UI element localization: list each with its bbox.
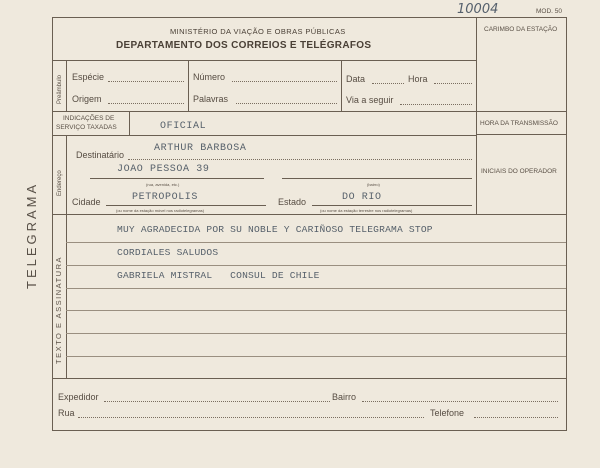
telefone-field[interactable] xyxy=(474,417,558,418)
frame-left xyxy=(52,17,53,431)
text-side xyxy=(66,214,67,379)
destinatario-value: ARTHUR BARBOSA xyxy=(154,143,247,154)
service-value: OFICIAL xyxy=(160,121,207,132)
frame-right xyxy=(566,17,567,431)
texto-label: TEXTO E ASSINATURA xyxy=(54,256,63,364)
destinatario-label: Destinatário xyxy=(76,150,125,160)
handwritten-number: 10004 xyxy=(457,2,499,17)
stamp-divider xyxy=(476,17,477,214)
preamble-top xyxy=(52,60,476,61)
rua-field[interactable] xyxy=(78,417,424,418)
model-number: MOD. 50 xyxy=(536,8,563,15)
text-rule-6 xyxy=(66,356,566,357)
service-bottom xyxy=(52,135,476,136)
via-field[interactable] xyxy=(400,104,472,105)
numero-field[interactable] xyxy=(232,81,337,82)
text-bottom xyxy=(52,378,566,379)
data-label: Data xyxy=(346,74,366,84)
numero-label: Número xyxy=(193,72,226,82)
preambulo-label: Preâmbulo xyxy=(57,74,63,104)
hora-label: Hora xyxy=(408,74,428,84)
text-rule-4 xyxy=(66,310,566,311)
bairro-label: Bairro xyxy=(332,392,357,402)
cidade-note: (ou nome da estação móvel nos radiotelegramas) xyxy=(116,208,205,213)
street-note: (rua, avenida, etc.) xyxy=(146,182,180,187)
destinatario-line xyxy=(128,159,472,160)
palavras-field[interactable] xyxy=(236,103,337,104)
ministry-title: MINISTÉRIO DA VIAÇÃO E OBRAS PÚBLICAS xyxy=(170,27,346,36)
via-label: Via a seguir xyxy=(346,95,394,105)
palavras-label: Palavras xyxy=(193,94,229,104)
frame-bottom xyxy=(52,430,566,431)
street-value: JOAO PESSOA 39 xyxy=(117,164,210,175)
preamble-side xyxy=(66,60,67,111)
iniciais-operador-label: INICIAIS DO OPERADOR xyxy=(481,168,557,175)
address-bottom xyxy=(52,214,566,215)
especie-label: Espécie xyxy=(72,72,105,82)
address-side xyxy=(66,135,67,216)
expedidor-label: Expedidor xyxy=(58,392,99,402)
text-rule-1 xyxy=(66,242,566,243)
text-rule-2 xyxy=(66,265,566,266)
hora-field[interactable] xyxy=(434,83,472,84)
hora-transmissao-label: HORA DA TRANSMISSÃO xyxy=(480,120,558,127)
text-rule-3 xyxy=(66,288,566,289)
preamble-col2 xyxy=(341,60,342,111)
cidade-value: PETROPOLIS xyxy=(132,192,199,203)
cidade-line xyxy=(106,205,266,206)
message-line-2: CORDIALES SALUDOS xyxy=(117,247,219,258)
bairro-field[interactable] xyxy=(362,401,558,402)
service-label-2: SERVIÇO TAXADAS xyxy=(56,124,117,131)
street-line xyxy=(90,178,264,179)
message-line-3: GABRIELA MISTRAL CONSUL DE CHILE xyxy=(117,270,320,281)
text-rule-5 xyxy=(66,333,566,334)
origem-label: Origem xyxy=(72,94,102,104)
bairro-note: (bairro) xyxy=(367,182,380,187)
estado-note: (ou nome da estação terrestre nos radiotelegramas) xyxy=(320,208,413,213)
estado-label: Estado xyxy=(278,197,307,207)
data-field[interactable] xyxy=(372,83,404,84)
estado-value: DO RIO xyxy=(342,192,382,203)
service-label-1: INDICAÇÕES DE xyxy=(63,115,115,122)
message-line-1: MUY AGRADECIDA POR SU NOBLE Y CARIÑOSO TELEGRAMA STOP xyxy=(117,224,433,235)
transmission-divider xyxy=(476,134,566,135)
rua-label: Rua xyxy=(58,408,75,418)
endereco-label: Endereço xyxy=(57,170,63,196)
estado-line xyxy=(312,205,472,206)
cidade-label: Cidade xyxy=(72,197,101,207)
telefone-label: Telefone xyxy=(430,408,465,418)
stamp-label: CARIMBO DA ESTAÇÃO xyxy=(484,26,558,33)
frame-top xyxy=(52,17,566,18)
bairro-line xyxy=(282,178,472,179)
origem-field[interactable] xyxy=(108,103,184,104)
preamble-col1 xyxy=(188,60,189,111)
service-col xyxy=(129,111,130,135)
especie-field[interactable] xyxy=(108,81,184,82)
department-title: DEPARTAMENTO DOS CORREIOS E TELÉGRAFOS xyxy=(116,40,372,51)
telegrama-title: TELEGRAMA xyxy=(24,181,39,289)
expedidor-field[interactable] xyxy=(104,401,330,402)
